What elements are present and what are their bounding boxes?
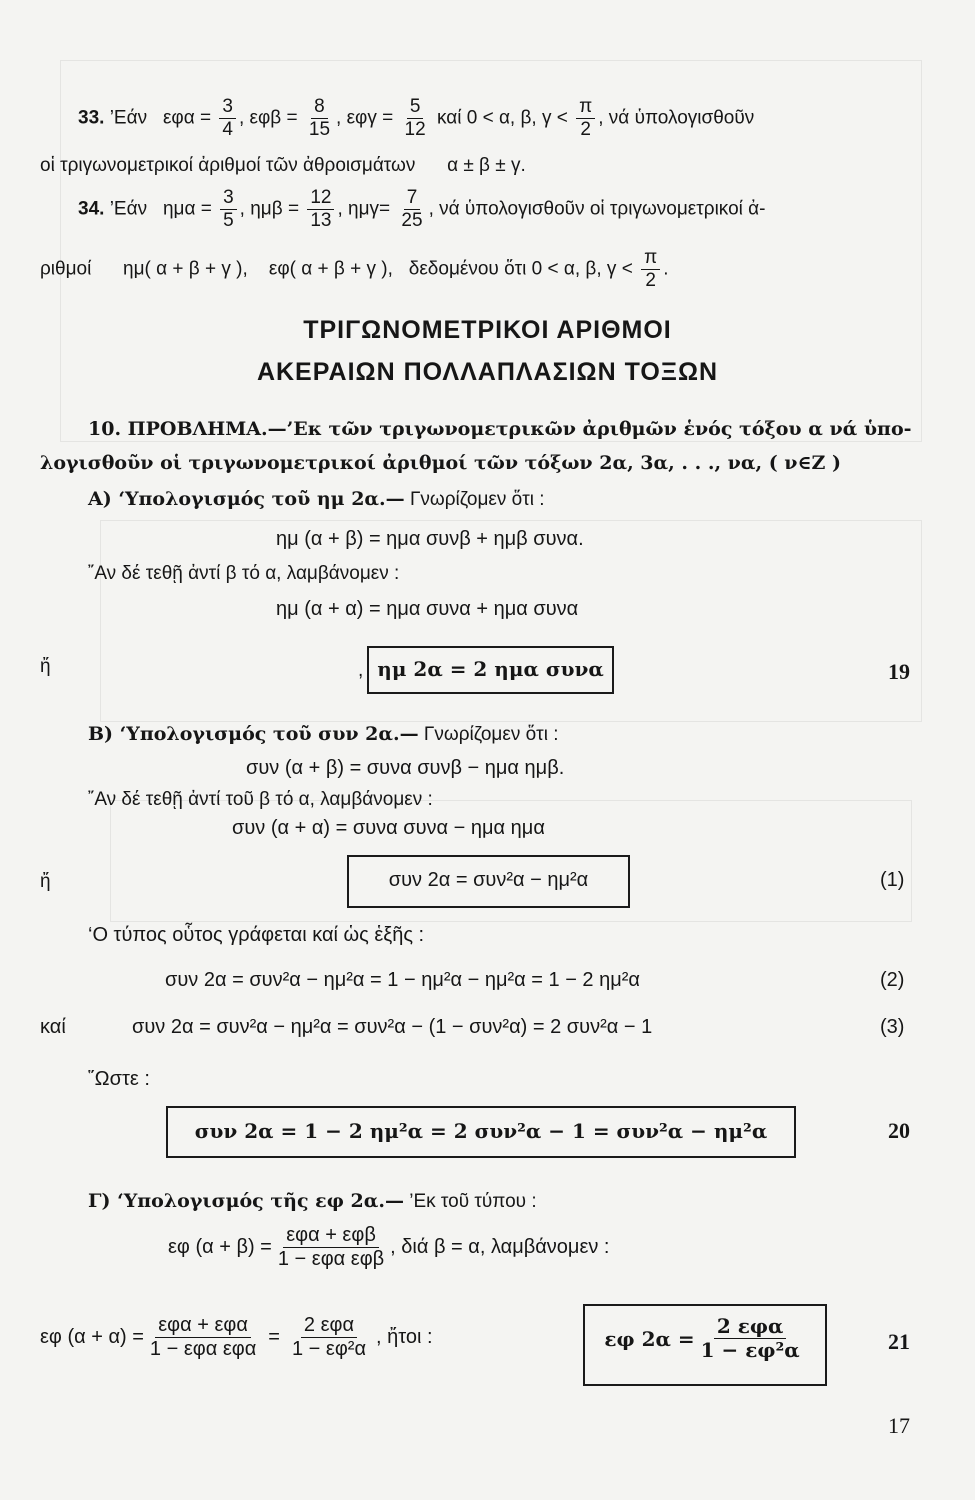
- equation: ημ (α + α) = ημα συνα + ημα συνα: [276, 598, 579, 620]
- equation-number: (3): [880, 1016, 905, 1038]
- equation: συν 2α = συν²α − ημ²α = 1 − ημ²α − ημ²α = 1 − 2 ημ²α: [165, 969, 640, 991]
- exercise-33-line2: οἱ τριγωνομετρικοί ἀριθμοί τῶν ἀθροισμάτων α ± β ± γ.: [40, 155, 526, 176]
- section-title-line1: ΤΡΙΓΩΝΟΜΕΤΡΙΚΟΙ ΑΡΙΘΜΟΙ: [303, 316, 672, 344]
- section-b-heading: Β) ‘Υπολογισμός τοῦ συν 2α.— Γνωρίζομεν ὅτι :: [88, 723, 559, 745]
- fraction: $\frac{\text{2 εφα}}{\text{1 − εφ²α}}$: [291, 1314, 367, 1360]
- section-a-heading: Α) ‘Υπολογισμός τοῦ ημ 2α.— Γνωρίζομεν ὅτι :: [88, 488, 545, 510]
- conjunction: καί: [40, 1016, 66, 1038]
- fraction: $\frac{\text{2 εφα}}{\text{1 − εφ²α}}$: [700, 1314, 800, 1362]
- boxed-formula: συν 2α = 1 − 2 ημ²α = 2 συν²α − 1 = συν²α − ημ²α: [166, 1106, 796, 1158]
- equation: εφ (α + α) = $\frac{\text{εφα + εφα}}{\text{1 − εφα εφα}}$ = $\frac{\text{2 εφα}}{\text{1 − εφ²α}}$ , ἤτοι :: [40, 1314, 433, 1360]
- paragraph: ‘Ο τύπος οὗτος γράφεται καί ὡς ἑξῆς :: [88, 924, 425, 946]
- exercise-number: 34.: [78, 198, 105, 220]
- fraction: $\frac{8}{15}$: [308, 96, 331, 140]
- equation-number: 21: [888, 1329, 910, 1354]
- fraction: $\frac{3}{5}$: [220, 188, 237, 231]
- equation-number: 19: [888, 659, 910, 684]
- fraction: $\frac{5}{12}$: [404, 96, 426, 140]
- fraction: $\frac{7}{25}$: [401, 187, 423, 231]
- fraction: $\frac{\pi}{2}$: [576, 97, 595, 140]
- boxed-formula: ημ 2α = 2 ημα συνα: [367, 646, 614, 694]
- section-c-heading: Γ) ‘Υπολογισμός τῆς εφ 2α.— ’Εκ τοῦ τύπου :: [88, 1190, 537, 1212]
- boxed-formula: συν 2α = συν²α − ημ²α: [347, 855, 630, 908]
- fraction: $\frac{\pi}{2}$: [641, 248, 660, 291]
- problem-statement-line1: 10. ΠΡΟΒΛΗΜΑ.—’Εκ τῶν τριγωνομετρικῶν ἀριθμῶν ἑνός τόξου α νά ὑπο-: [88, 418, 912, 440]
- equation: ημ (α + β) = ημα συνβ + ημβ συνα.: [276, 528, 584, 550]
- comma: ,: [358, 660, 364, 681]
- fraction: $\frac{\text{εφα + εφβ}}{\text{1 − εφα εφβ}}$: [277, 1224, 385, 1270]
- paragraph: ῎Αν δέ τεθῇ ἀντί τοῦ β τό α, λαμβάνομεν :: [88, 789, 433, 810]
- exercise-34-line1: 34. ’Εάν ημα = $\frac{3}{5}$ , ημβ = $\frac{12}{13}$ , ημγ= $\frac{7}{25}$ , νά ὑπολογισθοῦν οἱ τριγωνομετρικοί ἀ-: [78, 187, 766, 231]
- equation-number: (1): [880, 869, 905, 891]
- section-title-line2: ΑΚΕΡΑΙΩΝ ΠΟΛΛΑΠΛΑΣΙΩΝ ΤΟΞΩΝ: [256, 358, 719, 386]
- fraction: $\frac{\text{εφα + εφα}}{\text{1 − εφα εφα}}$: [149, 1314, 257, 1360]
- paragraph: ῞Ωστε :: [88, 1068, 150, 1090]
- conjunction: ἤ: [40, 871, 51, 892]
- page-number: 17: [888, 1413, 910, 1438]
- exercise-33-line1: 33. ’Εάν εφα = $\frac{3}{4}$ , εφβ = $\frac{8}{15}$ , εφγ = $\frac{5}{12}$ καί 0 < α, β, γ < $\frac{\pi}{2}$ , νά ὑπολογισθοῦν: [78, 96, 755, 140]
- equation: εφ (α + β) = $\frac{\text{εφα + εφβ}}{\text{1 − εφα εφβ}}$ , διά β = α, λαμβάνομεν :: [168, 1224, 610, 1270]
- exercise-34-line2: ριθμοί ημ( α + β + γ ), εφ( α + β + γ ), δεδομένου ὅτι 0 < α, β, γ < $\frac{\pi}{2}$ .: [40, 247, 669, 291]
- equation: συν 2α = συν²α − ημ²α = συν²α − (1 − συν²α) = 2 συν²α − 1: [132, 1016, 653, 1038]
- exercise-number: 33.: [78, 107, 105, 129]
- equation-number: (2): [880, 969, 905, 991]
- equation: συν (α + α) = συνα συνα − ημα ημα: [232, 817, 545, 839]
- fraction: $\frac{12}{13}$: [307, 188, 334, 231]
- equation-number: 20: [888, 1118, 910, 1143]
- boxed-formula: εφ 2α = $\frac{\text{2 εφα}}{\text{1 − εφ²α}}$: [583, 1304, 827, 1386]
- paragraph: ῎Αν δέ τεθῇ ἀντί β τό α, λαμβάνομεν :: [88, 563, 400, 584]
- equation: συν (α + β) = συνα συνβ − ημα ημβ.: [246, 757, 565, 779]
- fraction: $\frac{3}{4}$: [219, 97, 236, 140]
- problem-statement-line2: λογισθοῦν οἱ τριγωνομετρικοί ἀριθμοί τῶν τόξων 2α, 3α, . . ., να, ( ν∈Ζ ): [40, 452, 842, 474]
- conjunction: ἤ: [40, 656, 51, 677]
